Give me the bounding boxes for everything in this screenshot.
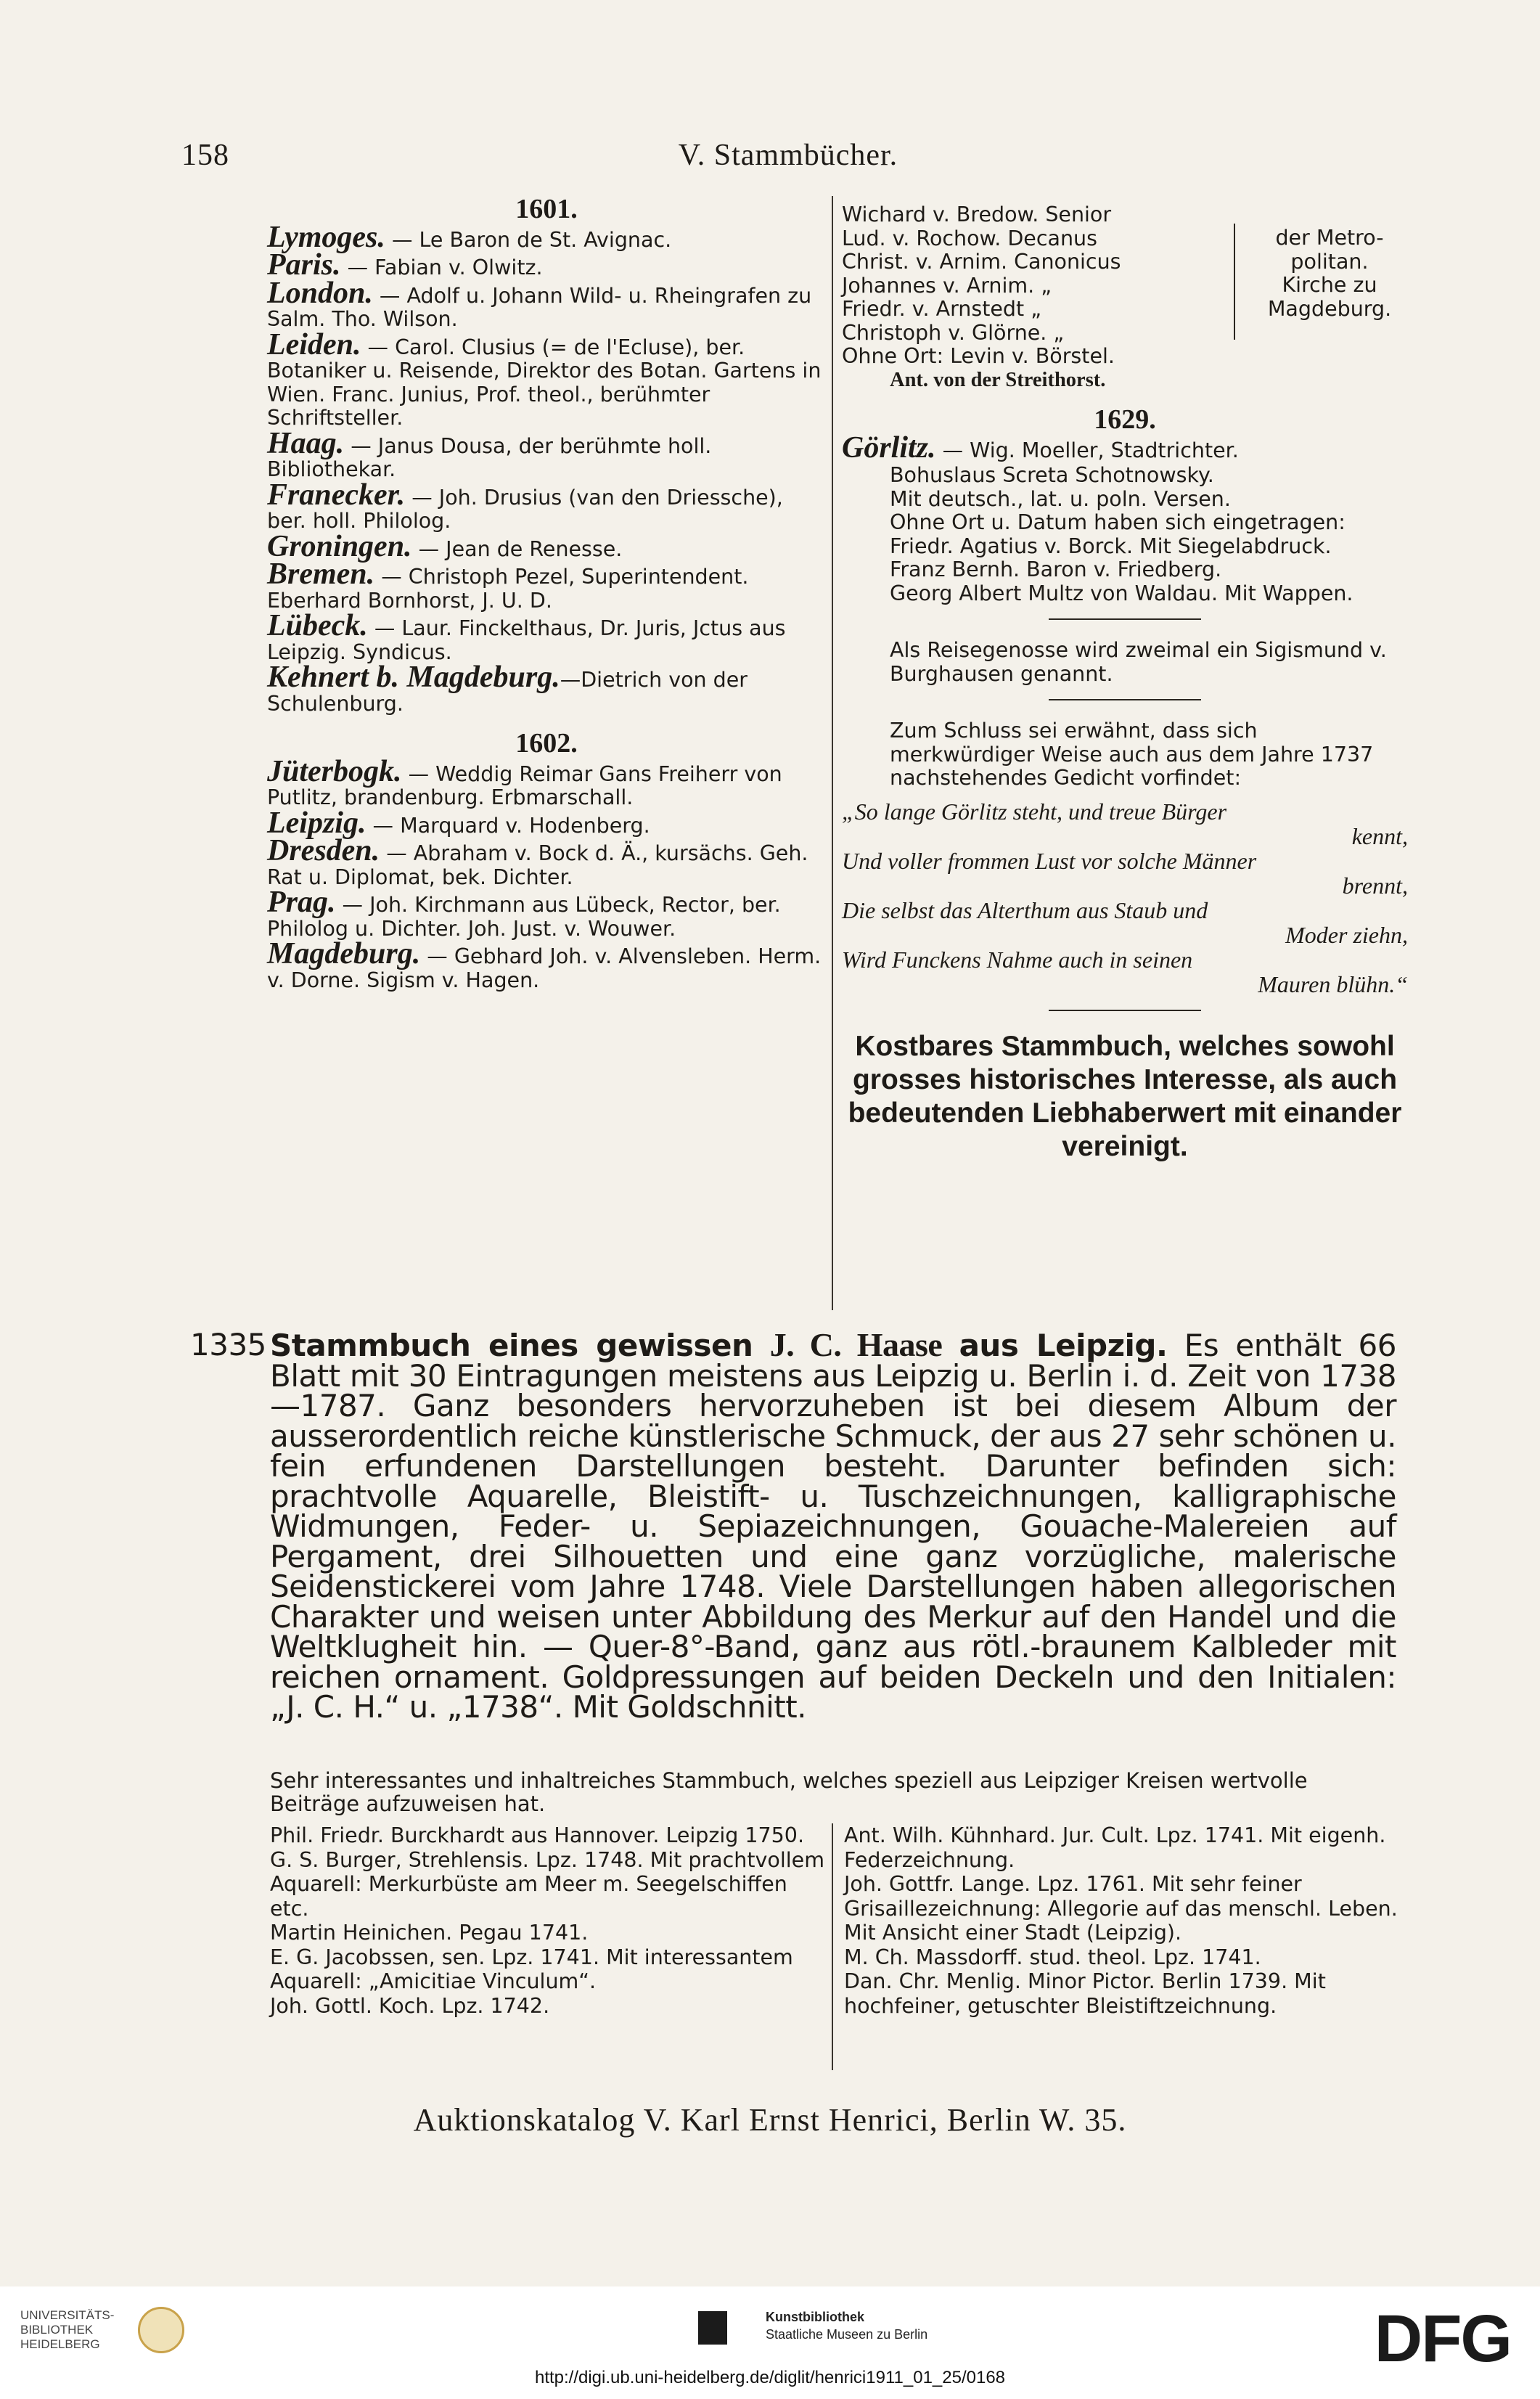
lot-title-place: aus Leipzig. xyxy=(959,1328,1168,1363)
place-name: Bremen. xyxy=(267,557,375,591)
brace xyxy=(1234,224,1235,340)
lot-number: 1335 xyxy=(190,1327,266,1362)
lot-entries-left xyxy=(270,1823,829,2018)
place-name: Görlitz. xyxy=(842,430,936,465)
year-heading: 1629. xyxy=(1094,404,1156,435)
place-name: Lymoges. xyxy=(267,220,385,254)
lot-description xyxy=(190,1326,1396,1725)
poem-line: Mauren blühn.“ xyxy=(1258,970,1408,997)
lot-entry: Dan. Chr. Menlig. Minor Pictor. Berlin 1739. Mit hochfeiner, getuschter Bleistiftzeichnung. xyxy=(844,1969,1326,2018)
column-divider xyxy=(832,196,833,1310)
place-name: Leipzig. xyxy=(267,806,366,840)
entries-1601 xyxy=(267,220,826,716)
poem-line: Wird Funckens Nahme auch in seinen xyxy=(842,946,1193,973)
chapter-member: Wichard v. Bredow. Senior xyxy=(842,203,1112,226)
place-name: Jüterbogk. xyxy=(267,754,402,788)
place-entry xyxy=(267,886,826,941)
bracket-note xyxy=(1250,226,1409,321)
entry-text: — Weddig Reimar Gans Freiherr von Putlitz, brandenburg. Erbmarschall. xyxy=(267,761,782,809)
poem-line: Die selbst das Alterthum aus Staub und xyxy=(842,896,1208,923)
lot-entry: G. S. Burger, Strehlensis. Lpz. 1748. Mit prachtvollem Aquarell: Merkurbüste am Meer m. Seegelschiffen etc. xyxy=(270,1847,824,1921)
lot-title: Stammbuch eines gewissen xyxy=(270,1328,753,1363)
place-name: Haag. xyxy=(267,426,345,460)
entry-text: — Adolf u. Johann Wild- u. Rheingrafen zu Salm. Tho. Wilson. xyxy=(267,283,812,331)
poem-line: Und voller frommen Lust vor solche Männer xyxy=(842,847,1257,874)
separator-rule xyxy=(1049,699,1201,700)
entry-text: — Le Baron de St. Avignac. xyxy=(385,227,672,252)
bracket-line: Kirche zu xyxy=(1282,273,1377,297)
page-number: 158 xyxy=(181,139,229,172)
lot-entry: Martin Heinichen. Pegau 1741. xyxy=(270,1921,589,1945)
goerlitz-lines xyxy=(842,464,1408,605)
entry-text: — Joh. Kirchmann aus Lübeck, Rector, ber. Philolog u. Dichter. Joh. Just. v. Wouwer. xyxy=(267,893,781,941)
source-url[interactable]: http://digi.ub.uni-heidelberg.de/diglit/henrici1911_01_25/0168 xyxy=(534,2368,1006,2387)
lot-entry: Joh. Gottl. Koch. Lpz. 1742. xyxy=(270,1993,550,2018)
place-entry xyxy=(267,834,826,889)
page-header xyxy=(181,138,1395,181)
chapter-member: Christ. v. Arnim. Canonicus xyxy=(842,250,1121,274)
chapter-member: Johannes v. Arnim. „ xyxy=(842,273,1052,298)
chapter-member: Lud. v. Rochow. Decanus xyxy=(842,226,1097,250)
reisegenosse-note: Als Reisegenosse wird zweimal ein Sigismund v. Burghausen genannt. xyxy=(890,638,1387,686)
place-entry xyxy=(267,609,826,664)
entry-text: — Carol. Clusius (= de l'Ecluse), ber. Botaniker u. Reisende, Direktor des Botan. Gartens in Wien. Franc. Junius, Prof. theol., berühmter Schriftsteller. xyxy=(267,335,822,430)
place-entry xyxy=(267,937,826,992)
goerlitz-line: Ohne Ort u. Datum haben sich eingetragen: xyxy=(890,510,1346,534)
entry-text: — Fabian v. Olwitz. xyxy=(340,256,543,279)
bracket-line: Magdeburg. xyxy=(1267,296,1392,321)
kb-title: Kunstbibliothek xyxy=(766,2310,864,2324)
place-entry xyxy=(267,276,826,332)
separator-rule xyxy=(1049,1010,1201,1011)
place-name: Paris. xyxy=(267,248,341,282)
place-entry xyxy=(267,557,826,613)
entry-text: — Abraham v. Bock d. Ä., kursächs. Geh. Rat u. Diplomat, bek. Dichter. xyxy=(267,841,808,889)
magdeburg-chapter xyxy=(842,203,1408,345)
uni-line: UNIVERSITÄTS- xyxy=(20,2308,115,2322)
place-name: Lübeck. xyxy=(267,609,368,642)
place-entry xyxy=(267,220,826,254)
entry-text: — Gebhard Joh. v. Alvensleben. Herm. v. Dorne. Sigism v. Hagen. xyxy=(267,944,822,992)
owner-name: J. C. Haase xyxy=(769,1326,943,1363)
lot-entry: Ant. Wilh. Kühnhard. Jur. Cult. Lpz. 1741. Mit eigenh. Federzeichnung. xyxy=(844,1823,1386,1872)
lot-entry: M. Ch. Massdorff. stud. theol. Lpz. 1741. xyxy=(844,1945,1261,1969)
left-column xyxy=(267,189,826,994)
entry-text: — Marquard v. Hodenberg. xyxy=(366,813,650,838)
entry-text: — Joh. Drusius (van den Driessche), ber. holl. Philolog. xyxy=(267,485,783,533)
kunstbibliothek-icon xyxy=(698,2311,727,2345)
entry-text: —Dietrich von der Schulenburg. xyxy=(267,668,748,716)
schluss-note: Zum Schluss sei erwähnt, dass sich merkwürdiger Weise auch aus dem Jahre 1737 nachstehendes Gedicht vorfindet: xyxy=(890,719,1374,790)
place-name: Groningen. xyxy=(267,529,412,563)
column-divider xyxy=(832,1823,833,2070)
lot-entries-right xyxy=(844,1823,1403,2018)
place-name: London. xyxy=(267,276,373,310)
poem xyxy=(842,799,1408,997)
year-heading: 1601. xyxy=(515,194,578,224)
university-library-logo xyxy=(20,2308,114,2352)
entry-text: — Laur. Finckelthaus, Dr. Juris, Jctus aus Leipzig. Syndicus. xyxy=(267,616,786,664)
digitization-band xyxy=(0,2286,1540,2399)
goerlitz-line: Bohuslaus Screta Schotnowsky. xyxy=(890,463,1214,487)
separator-rule xyxy=(1049,618,1201,620)
entry-text: — Wig. Moeller, Stadtrichter. xyxy=(935,438,1239,462)
place-name: Dresden. xyxy=(267,834,380,867)
ohne-ort: Ohne Ort: Levin v. Börstel. xyxy=(842,344,1115,368)
lot-text: Es enthält 66 Blatt mit 30 Eintragungen meistens aus Leipzig u. Berlin i. d. Zeit von 1738—1787. Ganz besonders hervorzuheben ist bei diesem Album der ausserordentlich reiche künstlerische Schmuck, der aus 27 sehr schönen u. fein erfundenen Darstellungen besteht. Darunter befinden sich: prachtvolle Aquarelle, Bleistift- u. Tuschzeichnungen, kalligraphische Widmungen, Feder- u. Sepiazeichnungen, Gouache-Malereien auf Pergament, drei Silhouetten und eine ganz vorzügliche, malerische Seidenstickerei vom Jahre 1748. Viele Darstellungen haben allegorischen Charakter und weisen unter Abbildung des Merkur auf den Handel und die Weltklugheit hin. — Quer-8°-Band, ganz aus rötl.-braunem Kalbleder mit reichen ornament. Goldpressungen auf beiden Deckeln und den Initialen: „J. C. H.“ u. „1738“. Mit Goldschnitt. xyxy=(270,1328,1396,1725)
lot-entry: E. G. Jacobssen, sen. Lpz. 1741. Mit interessantem Aquarell: „Amicitiae Vinculum“. xyxy=(270,1945,793,1993)
goerlitz-line: Friedr. Agatius v. Borck. Mit Siegelabdruck. xyxy=(890,534,1332,558)
goerlitz-entry xyxy=(842,430,1408,465)
streithorst: Ant. von der Streithorst. xyxy=(890,368,1106,391)
place-entry xyxy=(267,754,826,810)
page-title: V. Stammbücher. xyxy=(678,139,898,172)
year-heading: 1602. xyxy=(515,728,578,759)
entry-text: — Janus Dousa, der berühmte holl. Bibliothekar. xyxy=(267,433,712,481)
highlight-statement: Kostbares Stammbuch, welches sowohl grosses historisches Interesse, als auch bedeutenden Liebhaberwert mit einander vereinigt. xyxy=(848,1030,1402,1162)
lot-entry: Phil. Friedr. Burckhardt aus Hannover. Leipzig 1750. xyxy=(270,1823,805,1847)
place-entry xyxy=(267,478,826,534)
uni-line: HEIDELBERG xyxy=(20,2337,100,2351)
chapter-names xyxy=(842,203,1219,345)
right-column xyxy=(842,203,1408,1164)
entry-text: — Jean de Renesse. xyxy=(411,536,623,561)
place-name: Leiden. xyxy=(267,327,361,361)
page-footer: Auktionskatalog V. Karl Ernst Henrici, Berlin W. 35. xyxy=(413,2102,1127,2138)
entry-text: — Christoph Pezel, Superintendent. Eberhard Bornhorst, J. U. D. xyxy=(267,565,749,613)
uni-line: BIBLIOTHEK xyxy=(20,2323,94,2337)
place-name: Prag. xyxy=(267,886,336,919)
place-entry xyxy=(267,327,826,430)
goerlitz-line: Franz Bernh. Baron v. Friedberg. xyxy=(890,557,1222,581)
place-entry xyxy=(267,661,826,716)
goerlitz-line: Georg Albert Multz von Waldau. Mit Wappen. xyxy=(890,581,1353,605)
place-entry xyxy=(267,426,826,482)
place-name: Kehnert b. Magdeburg. xyxy=(267,661,560,694)
kb-subtitle: Staatliche Museen zu Berlin xyxy=(766,2327,928,2342)
chapter-member: Christoph v. Glörne. „ xyxy=(842,320,1065,345)
lot-entry: Joh. Gottfr. Lange. Lpz. 1761. Mit sehr feiner Grisaillezeichnung: Allegorie auf das menschl. Leben. Mit Ansicht einer Stadt (Leipzig). xyxy=(844,1872,1398,1945)
chapter-member: Friedr. v. Arnstedt „ xyxy=(842,297,1041,321)
kunstbibliothek-logo xyxy=(766,2308,927,2343)
entries-1602 xyxy=(267,754,826,993)
poem-line: kennt, xyxy=(1351,822,1408,849)
poem-line: „So lange Görlitz steht, und treue Bürger xyxy=(842,798,1227,825)
place-name: Franecker. xyxy=(267,478,406,512)
goerlitz-line: Mit deutsch., lat. u. poln. Versen. xyxy=(890,486,1231,511)
seal-icon xyxy=(138,2307,184,2353)
bracket-line: politan. xyxy=(1290,249,1369,274)
poem-line: Moder ziehn, xyxy=(1285,921,1408,948)
poem-line: brennt, xyxy=(1342,872,1408,899)
place-name: Magdeburg. xyxy=(267,937,421,970)
bracket-line: der Metro- xyxy=(1275,226,1384,250)
lot-note: Sehr interessantes und inhaltreiches Stammbuch, welches speziell aus Leipziger Kreisen wertvolle Beiträge aufzuweisen hat. xyxy=(270,1768,1308,1816)
dfg-logo: DFG xyxy=(1374,2302,1511,2376)
